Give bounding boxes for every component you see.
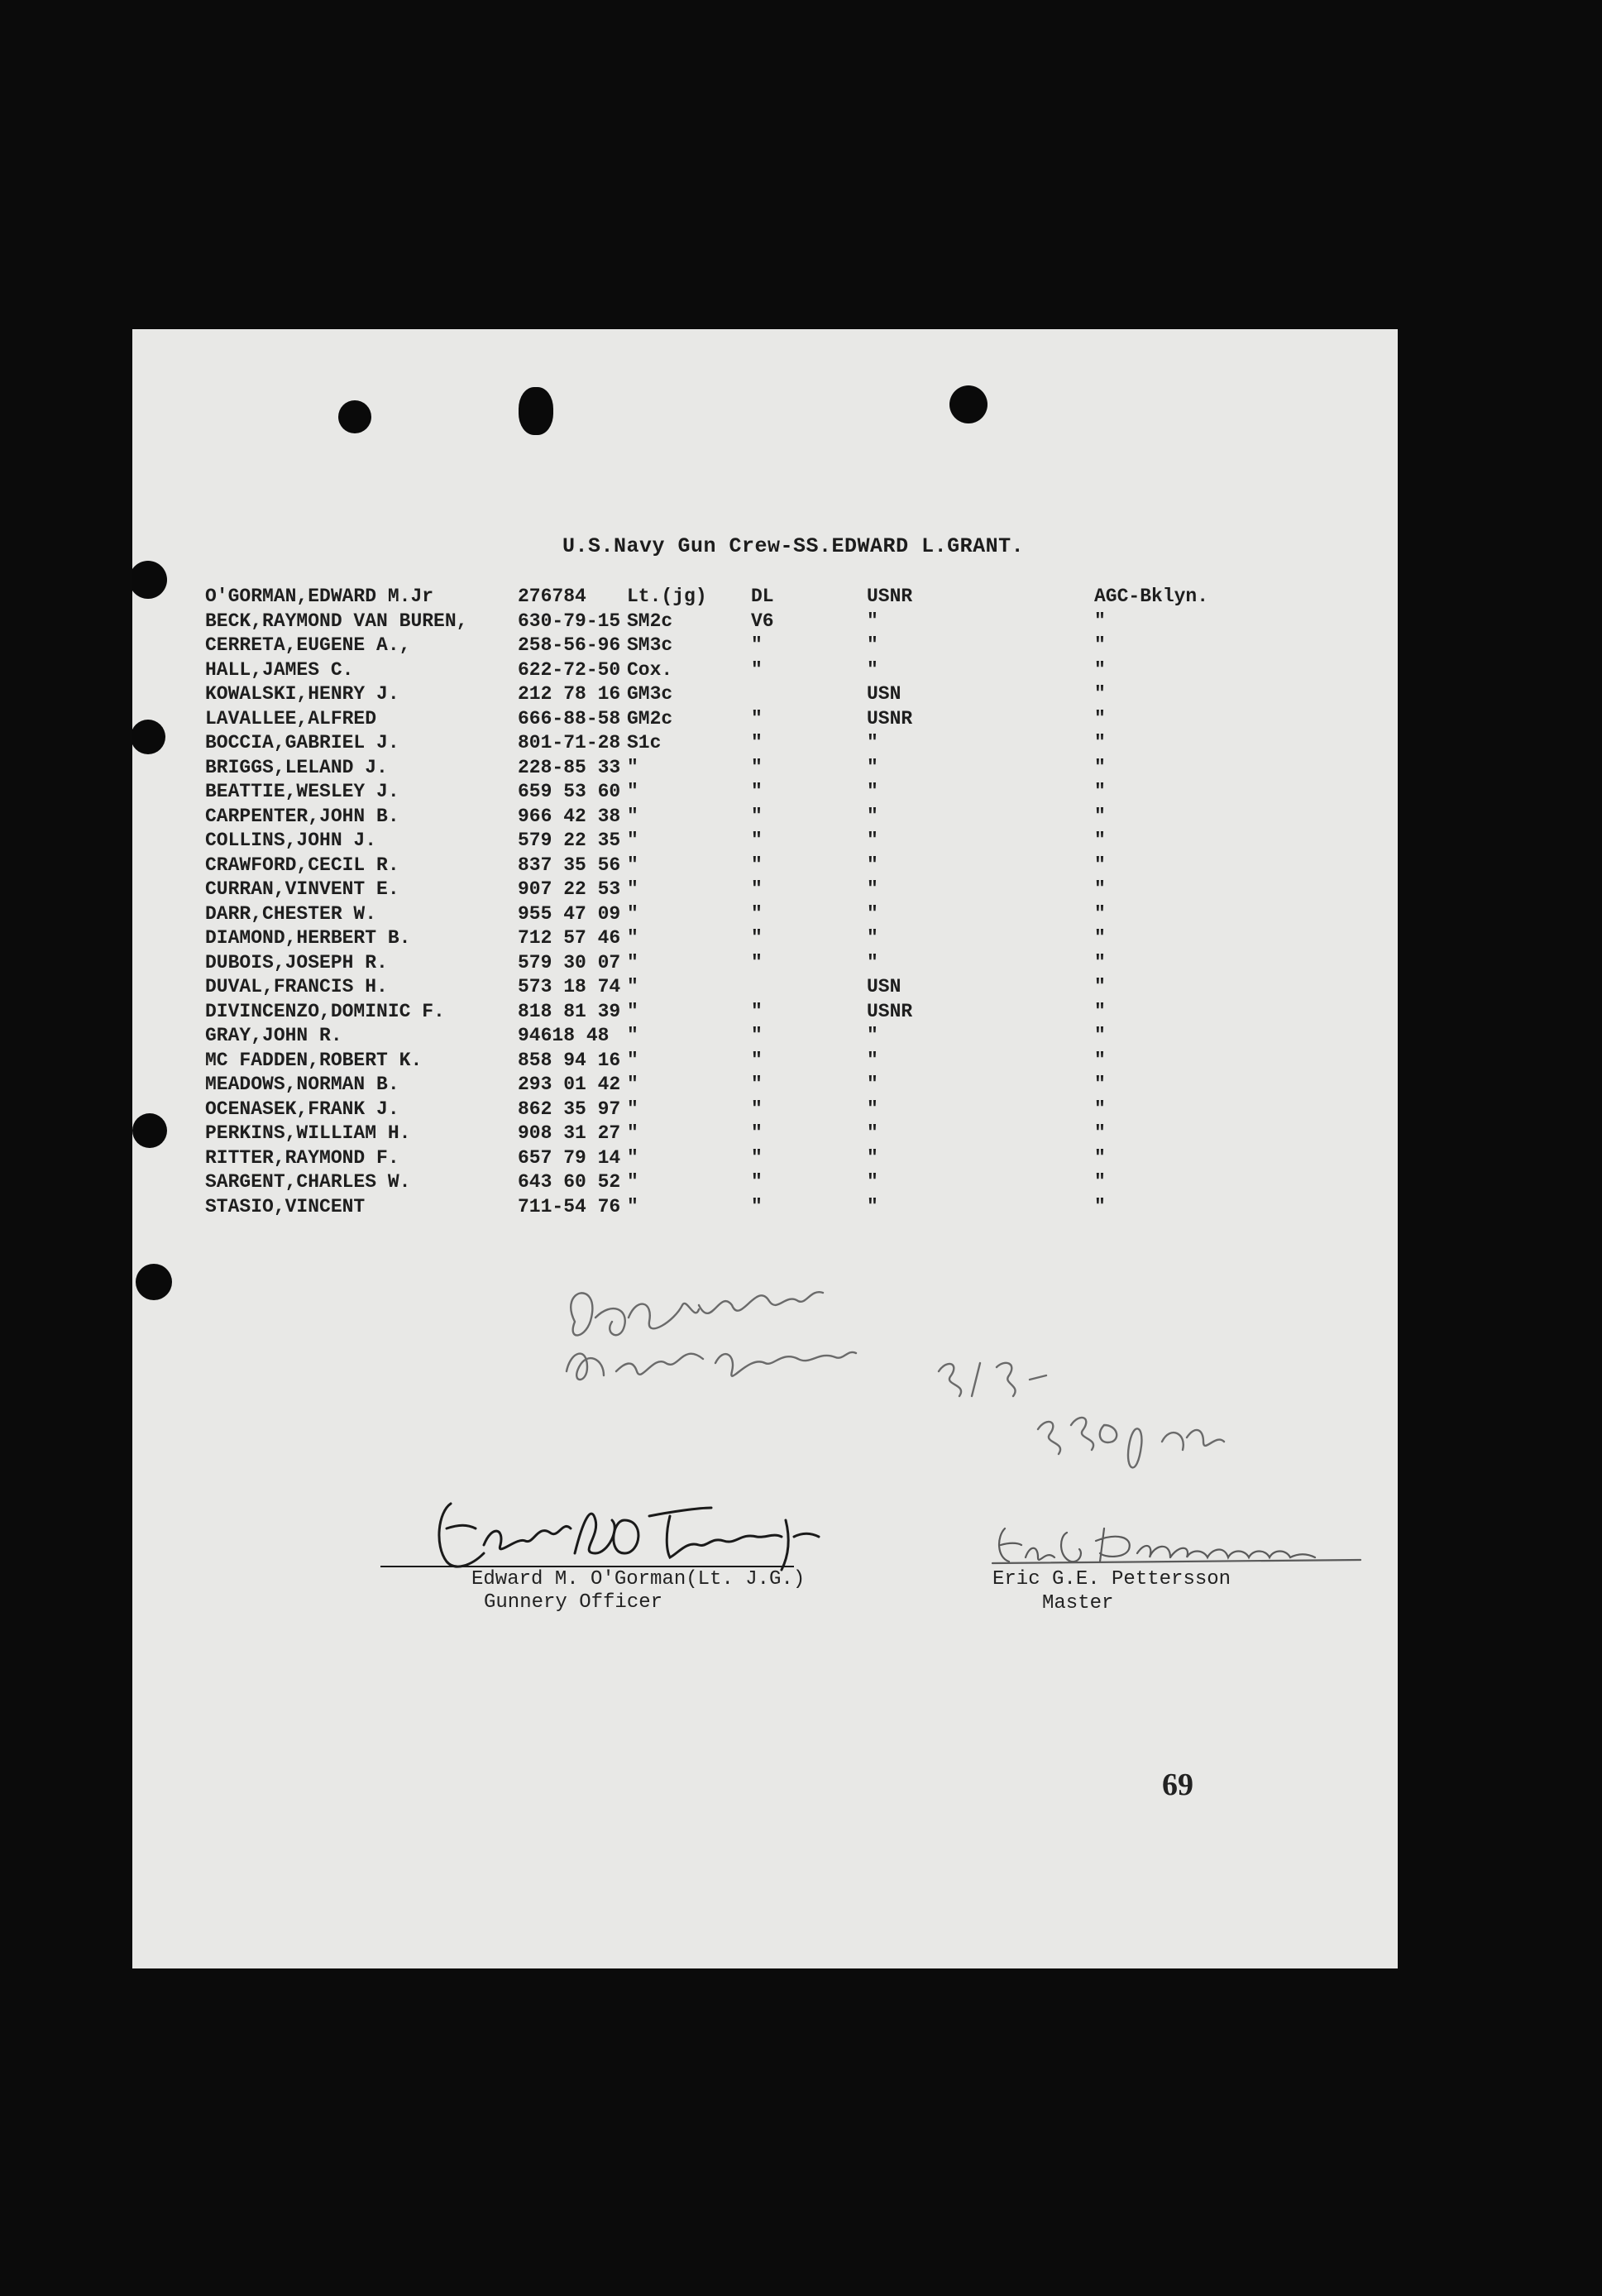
branch: USNR	[867, 707, 913, 729]
home-station: "	[1094, 1049, 1106, 1071]
class-code: "	[751, 658, 763, 681]
rating: "	[627, 805, 638, 827]
crew-name: MC FADDEN,ROBERT K.	[205, 1049, 423, 1071]
home-station: "	[1094, 1122, 1106, 1144]
branch: "	[867, 1122, 878, 1144]
rating: GM2c	[627, 707, 673, 729]
service-number: 228-85 33	[518, 756, 621, 778]
home-station: "	[1094, 1098, 1106, 1120]
home-station: "	[1094, 683, 1106, 705]
home-station: "	[1094, 610, 1106, 632]
home-station: "	[1094, 634, 1106, 656]
service-number: 630-79-15	[518, 610, 621, 632]
branch: "	[867, 878, 878, 900]
roster-row	[205, 854, 1363, 879]
officer-name: Edward M. O'Gorman(Lt. J.G.)	[471, 1568, 806, 1590]
branch: USN	[867, 683, 901, 705]
service-number: 666-88-58	[518, 707, 621, 729]
roster-row	[205, 610, 1363, 635]
officer-title: Gunnery Officer	[484, 1591, 663, 1614]
home-station: "	[1094, 756, 1106, 778]
service-number: 955 47 09	[518, 902, 621, 925]
service-number: 276784	[518, 586, 586, 607]
rating: "	[627, 830, 638, 851]
class-code: V6	[751, 610, 774, 632]
rating: "	[627, 756, 638, 778]
home-station: "	[1094, 878, 1106, 900]
class-code: "	[751, 878, 763, 900]
rating: "	[627, 878, 638, 900]
crew-name: CURRAN,VINVENT E.	[205, 878, 399, 900]
crew-name: DARR,CHESTER W.	[205, 902, 377, 925]
service-number: 801-71-28	[518, 732, 621, 753]
roster-row	[205, 952, 1363, 977]
rating: "	[627, 927, 638, 949]
service-number: 212 78 16	[518, 683, 621, 705]
roster-row	[205, 830, 1363, 854]
crew-name: BEATTIE,WESLEY J.	[205, 781, 399, 802]
roster-row	[205, 1122, 1363, 1147]
branch: "	[867, 805, 878, 827]
service-number: 579 30 07	[518, 951, 621, 973]
roster-row	[205, 1098, 1363, 1123]
branch: USNR	[867, 586, 913, 607]
crew-name: BOCCIA,GABRIEL J.	[205, 732, 399, 753]
branch: "	[867, 1049, 878, 1071]
crew-name: SARGENT,CHARLES W.	[205, 1171, 411, 1193]
branch: "	[867, 1025, 878, 1046]
class-code: "	[751, 1171, 763, 1193]
crew-name: CARPENTER,JOHN B.	[205, 805, 399, 827]
rating: "	[627, 1049, 638, 1071]
branch: USNR	[867, 1000, 913, 1022]
binder-hole-left-4	[136, 1264, 172, 1300]
class-code: "	[751, 805, 763, 827]
crew-name: BECK,RAYMOND VAN BUREN,	[205, 610, 468, 632]
home-station: "	[1094, 707, 1106, 729]
rating: Cox.	[627, 658, 673, 681]
branch: "	[867, 902, 878, 925]
service-number: 908 31 27	[518, 1122, 621, 1144]
class-code: "	[751, 1098, 763, 1120]
class-code: "	[751, 1146, 763, 1169]
home-station: "	[1094, 732, 1106, 753]
service-number: 818 81 39	[518, 1000, 621, 1022]
service-number: 659 53 60	[518, 781, 621, 802]
master-title: Master	[1042, 1592, 1114, 1614]
roster-row	[205, 757, 1363, 782]
roster-row	[205, 1074, 1363, 1098]
rating: "	[627, 902, 638, 925]
home-station: "	[1094, 927, 1106, 949]
home-station: "	[1094, 1146, 1106, 1169]
roster-row	[205, 878, 1363, 903]
service-number: 573 18 74	[518, 976, 621, 997]
roster-row	[205, 903, 1363, 928]
binder-hole-top-middle	[519, 387, 553, 435]
rating: "	[627, 951, 638, 973]
service-number: 622-72-50	[518, 658, 621, 681]
class-code: "	[751, 951, 763, 973]
crew-name: CERRETA,EUGENE A.,	[205, 634, 411, 656]
binder-hole-left-2	[132, 720, 165, 754]
roster-row	[205, 659, 1363, 684]
home-station: "	[1094, 902, 1106, 925]
service-number: 907 22 53	[518, 878, 621, 900]
class-code: DL	[751, 586, 774, 607]
rating: GM3c	[627, 683, 673, 705]
branch: "	[867, 951, 878, 973]
branch: "	[867, 1195, 878, 1217]
rating: "	[627, 781, 638, 802]
home-station: "	[1094, 854, 1106, 876]
class-code: "	[751, 1122, 763, 1144]
rating: "	[627, 1146, 638, 1169]
rating: SM3c	[627, 634, 673, 656]
home-station: "	[1094, 951, 1106, 973]
roster-row	[205, 1147, 1363, 1172]
class-code: "	[751, 781, 763, 802]
branch: "	[867, 732, 878, 753]
service-number: 711-54 76	[518, 1195, 621, 1217]
class-code: "	[751, 1000, 763, 1022]
roster-row	[205, 586, 1363, 610]
class-code: "	[751, 927, 763, 949]
binder-hole-left-3	[132, 1113, 167, 1148]
service-number: 966 42 38	[518, 805, 621, 827]
roster-page	[132, 329, 1398, 1968]
service-number: 657 79 14	[518, 1146, 621, 1169]
rating: S1c	[627, 732, 662, 753]
branch: "	[867, 634, 878, 656]
roster-row	[205, 732, 1363, 757]
roster-row	[205, 683, 1363, 708]
roster-row	[205, 976, 1363, 1001]
class-code: "	[751, 707, 763, 729]
rating: Lt.(jg)	[627, 586, 707, 607]
rating: "	[627, 1098, 638, 1120]
crew-name: DUVAL,FRANCIS H.	[205, 976, 388, 997]
home-station: AGC-Bklyn.	[1094, 586, 1209, 607]
crew-name: CRAWFORD,CECIL R.	[205, 854, 399, 876]
branch: "	[867, 610, 878, 632]
crew-roster	[205, 586, 1363, 1220]
home-station: "	[1094, 1171, 1106, 1193]
roster-row	[205, 781, 1363, 806]
class-code: "	[751, 634, 763, 656]
rating: "	[627, 1025, 638, 1046]
binder-hole-top-right	[949, 385, 988, 423]
crew-name: OCENASEK,FRANK J.	[205, 1098, 399, 1120]
home-station: "	[1094, 781, 1106, 802]
branch: "	[867, 1098, 878, 1120]
class-code: "	[751, 732, 763, 753]
service-number: 643 60 52	[518, 1171, 621, 1193]
service-number: 712 57 46	[518, 927, 621, 949]
rating: "	[627, 1195, 638, 1217]
crew-name: HALL,JAMES C.	[205, 658, 354, 681]
binder-hole-left-1	[132, 561, 167, 599]
crew-name: LAVALLEE,ALFRED	[205, 707, 377, 729]
branch: "	[867, 830, 878, 851]
branch: "	[867, 1146, 878, 1169]
crew-name: KOWALSKI,HENRY J.	[205, 683, 399, 705]
service-number: 837 35 56	[518, 854, 621, 876]
branch: "	[867, 756, 878, 778]
rating: "	[627, 1074, 638, 1095]
service-number: 579 22 35	[518, 830, 621, 851]
branch: "	[867, 854, 878, 876]
crew-name: GRAY,JOHN R.	[205, 1025, 342, 1046]
service-number: 94618 48	[518, 1025, 610, 1046]
crew-name: BRIGGS,LELAND J.	[205, 756, 388, 778]
class-code: "	[751, 1074, 763, 1095]
class-code: "	[751, 756, 763, 778]
roster-title: U.S.Navy Gun Crew-SS.EDWARD L.GRANT.	[562, 534, 1025, 558]
branch: "	[867, 781, 878, 802]
crew-name: STASIO,VINCENT	[205, 1195, 366, 1217]
branch: "	[867, 658, 878, 681]
crew-name: MEADOWS,NORMAN B.	[205, 1074, 399, 1095]
officer-handwritten-signature	[426, 1487, 839, 1578]
class-code: "	[751, 1049, 763, 1071]
roster-row	[205, 634, 1363, 659]
service-number: 862 35 97	[518, 1098, 621, 1120]
rating: "	[627, 1122, 638, 1144]
home-station: "	[1094, 1074, 1106, 1095]
service-number: 858 94 16	[518, 1049, 621, 1071]
branch: USN	[867, 976, 901, 997]
home-station: "	[1094, 658, 1106, 681]
service-number: 258-56-96	[518, 634, 621, 656]
roster-row	[205, 1050, 1363, 1074]
officer-signature-line	[380, 1566, 794, 1567]
roster-row	[205, 1171, 1363, 1196]
crew-name: PERKINS,WILLIAM H.	[205, 1122, 411, 1144]
class-code: "	[751, 854, 763, 876]
home-station: "	[1094, 1000, 1106, 1022]
crew-name: O'GORMAN,EDWARD M.Jr	[205, 586, 434, 607]
master-name: Eric G.E. Pettersson	[992, 1568, 1231, 1590]
service-number: 293 01 42	[518, 1074, 621, 1095]
home-station: "	[1094, 1195, 1106, 1217]
class-code: "	[751, 1195, 763, 1217]
inspector-handwritten-note	[550, 1272, 1361, 1520]
class-code: "	[751, 902, 763, 925]
branch: "	[867, 1171, 878, 1193]
home-station: "	[1094, 976, 1106, 997]
class-code: "	[751, 830, 763, 851]
crew-name: DUBOIS,JOSEPH R.	[205, 951, 388, 973]
roster-row	[205, 806, 1363, 830]
home-station: "	[1094, 830, 1106, 851]
branch: "	[867, 1074, 878, 1095]
crew-name: RITTER,RAYMOND F.	[205, 1146, 399, 1169]
roster-row	[205, 708, 1363, 733]
branch: "	[867, 927, 878, 949]
roster-row	[205, 1025, 1363, 1050]
crew-name: DIVINCENZO,DOMINIC F.	[205, 1000, 445, 1022]
rating: "	[627, 1171, 638, 1193]
rating: SM2c	[627, 610, 673, 632]
home-station: "	[1094, 805, 1106, 827]
binder-hole-top-left	[338, 400, 371, 433]
roster-row	[205, 1196, 1363, 1221]
roster-row	[205, 927, 1363, 952]
crew-name: COLLINS,JOHN J.	[205, 830, 377, 851]
roster-row	[205, 1001, 1363, 1026]
page-number: 69	[1162, 1767, 1193, 1802]
rating: "	[627, 1000, 638, 1022]
crew-name: DIAMOND,HERBERT B.	[205, 927, 411, 949]
home-station: "	[1094, 1025, 1106, 1046]
class-code: "	[751, 1025, 763, 1046]
rating: "	[627, 976, 638, 997]
master-handwritten-signature	[988, 1520, 1369, 1570]
rating: "	[627, 854, 638, 876]
